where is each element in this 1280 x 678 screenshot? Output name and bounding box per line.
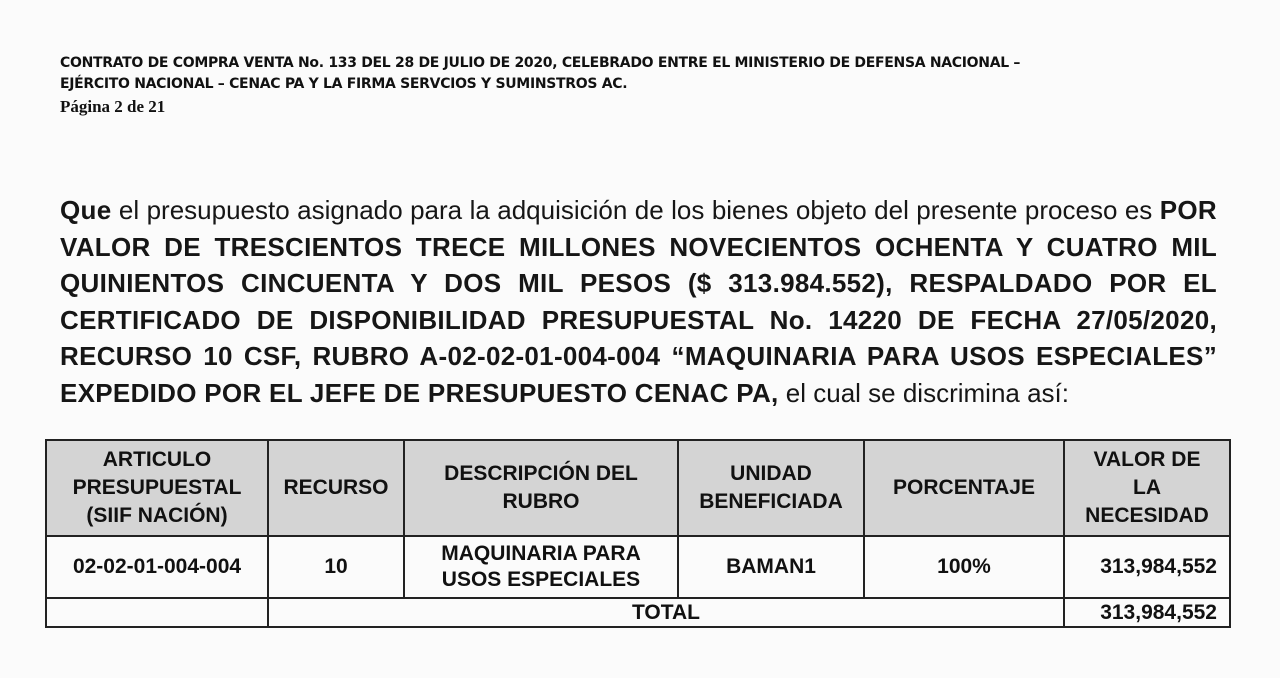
cell-total-empty [46,598,268,627]
header-descripcion: DESCRIPCIÓN DEL RUBRO [404,440,678,536]
table-header-row [46,440,1230,536]
header-unidad: UNIDAD BENEFICIADA [678,440,864,536]
paragraph-text-1: el presupuesto asignado para la adquisición de los bienes objeto del presente proceso es [111,195,1160,225]
total-value: 313,984,552 [1064,598,1230,627]
cell-valor: 313,984,552 [1064,536,1230,598]
paragraph-bold-text: POR VALOR DE TRESCIENTOS TRECE MILLONES NOVECIENTOS OCHENTA Y CUATRO MIL QUINIENTOS CINCUENTA Y DOS MIL PESOS ($ 313.984.552), RESPALDADO POR EL CERTIFICADO DE DISPONIBILIDAD PRESUPUESTAL No. 14220 DE FECHA 27/05/2020, RECURSO 10 CSF, RUBRO A-02-02-01-004-004 “MAQUINARIA PARA USOS ESPECIALES” EXPEDIDO POR EL JEFE DE PRESUPUESTO CENAC PA, [60,195,1217,408]
budget-paragraph [60,192,1217,411]
header-articulo: ARTICULO PRESUPUESTAL (SIIF NACIÓN) [46,440,268,536]
cell-unidad: BAMAN1 [678,536,864,598]
cell-porcentaje: 100% [864,536,1064,598]
total-label: TOTAL [268,598,1064,627]
cell-descripcion: MAQUINARIA PARA USOS ESPECIALES [404,536,678,598]
contract-title-line-1: CONTRATO DE COMPRA VENTA No. 133 DEL 28 DE JULIO DE 2020, CELEBRADO ENTRE EL MINISTERIO DE DEFENSA NACIONAL – [60,55,1021,71]
header-porcentaje: PORCENTAJE [864,440,1064,536]
header-valor: VALOR DE LA NECESIDAD [1064,440,1230,536]
paragraph-lead: Que [60,195,112,225]
page-number: Página 2 de 21 [60,97,166,116]
contract-title-line-2: EJÉRCITO NACIONAL – CENAC PA Y LA FIRMA SERVCIOS Y SUMINSTROS AC. [60,76,628,92]
table-total-row [46,598,1230,627]
table-row [46,536,1230,598]
cell-articulo: 02-02-01-004-004 [46,536,268,598]
header-recurso: RECURSO [268,440,404,536]
paragraph-text-2: el cual se discrimina así: [778,377,1069,408]
document-header [60,52,1230,118]
budget-table [45,439,1231,628]
cell-recurso: 10 [268,536,404,598]
